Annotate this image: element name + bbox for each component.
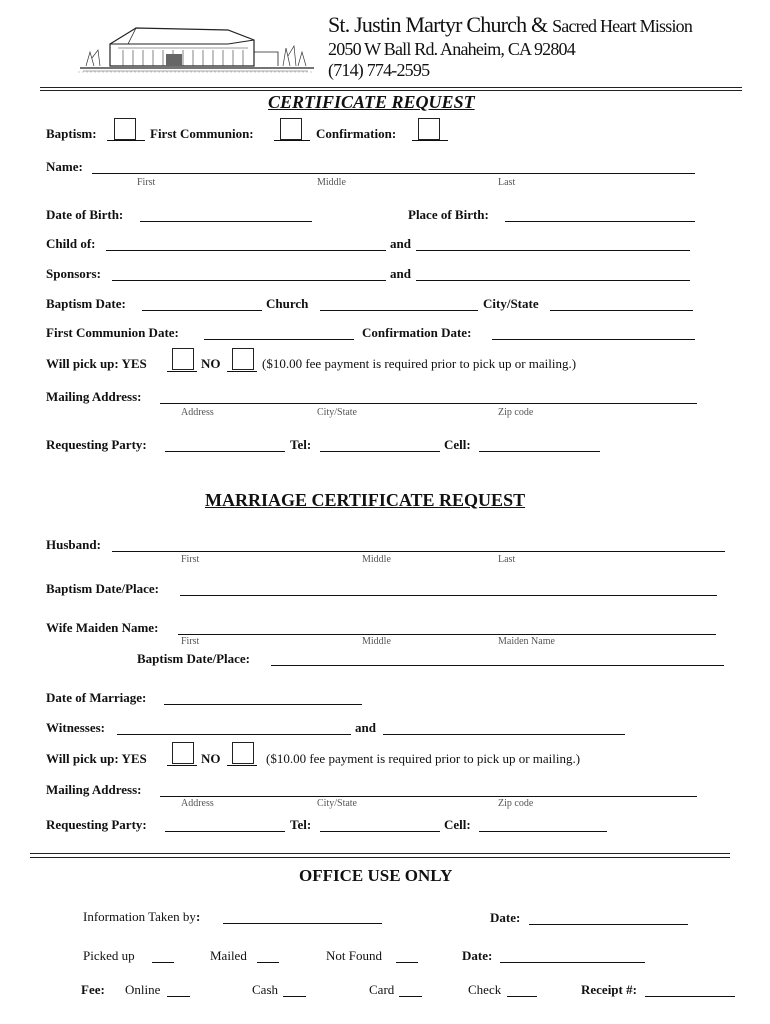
info-taken-colon: : — [195, 909, 201, 924]
not-found-field[interactable] — [396, 962, 418, 963]
certificate-request-title: CERTIFICATE REQUEST — [268, 92, 475, 112]
church-address: 2050 W Ball Rd. Anaheim, CA 92804 — [328, 39, 575, 59]
fee-note: ($10.00 fee payment is required prior to pick up or mailing.) — [262, 356, 577, 371]
office-divider — [30, 853, 730, 854]
requesting-party-label: Requesting Party: — [46, 437, 147, 452]
picked-up-label: Picked up — [83, 948, 135, 963]
not-found-label: Not Found — [326, 948, 382, 963]
marriage-pickup-yes-checkbox[interactable] — [172, 742, 194, 764]
conf-date-label: Confirmation Date: — [362, 325, 472, 340]
church-phone: (714) 774-2595 — [328, 60, 430, 80]
marriage-cell-field[interactable] — [479, 831, 607, 832]
address-hint: Address — [181, 407, 214, 418]
office-date-field[interactable] — [529, 924, 688, 925]
name-middle-hint: Middle — [317, 177, 346, 188]
sponsors-and: and — [390, 266, 411, 281]
marriage-request-title: MARRIAGE CERTIFICATE REQUEST — [205, 490, 526, 510]
mailed-field[interactable] — [257, 962, 279, 963]
witnesses-and: and — [355, 720, 376, 735]
wife-first-hint: First — [181, 636, 200, 647]
pickup-yes-checkbox[interactable] — [172, 348, 194, 370]
husband-middle-hint: Middle — [362, 554, 391, 565]
cash-label: Cash — [252, 982, 278, 997]
city-state-label: City/State — [483, 296, 539, 311]
name-field[interactable] — [92, 173, 695, 174]
wife-label: Wife Maiden Name: — [46, 620, 159, 635]
marriage-city-hint: City/State — [317, 798, 357, 809]
receipt-field[interactable] — [645, 996, 735, 997]
first-communion-checkbox[interactable] — [280, 118, 302, 140]
marriage-requesting-field[interactable] — [165, 831, 285, 832]
info-taken-label: Information Taken by — [83, 909, 196, 924]
wife-baptism-label: Baptism Date/Place: — [137, 651, 251, 666]
parent2-field[interactable] — [416, 250, 690, 251]
cash-field[interactable] — [283, 996, 306, 997]
city-state-field[interactable] — [550, 310, 693, 311]
husband-first-hint: First — [181, 554, 200, 565]
name-last-hint: Last — [498, 177, 516, 188]
baptism-checkbox[interactable] — [114, 118, 136, 140]
header-divider — [40, 87, 742, 88]
picked-up-field[interactable] — [152, 962, 174, 963]
zip-hint: Zip code — [498, 407, 534, 418]
marriage-date-field[interactable] — [164, 704, 362, 705]
office-date2-field[interactable] — [500, 962, 645, 963]
header-divider-thin — [40, 90, 742, 91]
info-taken-field[interactable] — [223, 923, 382, 924]
confirmation-label: Confirmation: — [316, 126, 397, 141]
mailing-address-label: Mailing Address: — [46, 389, 142, 404]
cell-label: Cell: — [444, 437, 471, 452]
child-of-label: Child of: — [46, 236, 96, 251]
marriage-tel-label: Tel: — [290, 817, 312, 832]
online-field[interactable] — [167, 996, 190, 997]
wife-baptism-field[interactable] — [271, 665, 724, 666]
pob-field[interactable] — [505, 221, 695, 222]
receipt-label: Receipt #: — [581, 982, 637, 997]
first-communion-label: First Communion: — [150, 126, 254, 141]
marriage-pickup-yes-label: Will pick up: YES — [46, 751, 147, 766]
office-use-title: OFFICE USE ONLY — [299, 866, 453, 885]
husband-field[interactable] — [112, 551, 725, 552]
card-label: Card — [369, 982, 395, 997]
church-name: St. Justin Martyr Church & — [328, 12, 548, 37]
online-label: Online — [125, 982, 161, 997]
sponsor1-field[interactable] — [112, 280, 386, 281]
marriage-pickup-no-checkbox[interactable] — [232, 742, 254, 764]
marriage-mailing-field[interactable] — [160, 796, 697, 797]
wife-field[interactable] — [178, 634, 716, 635]
card-field[interactable] — [399, 996, 422, 997]
marriage-zip-hint: Zip code — [498, 798, 534, 809]
name-first-hint: First — [137, 177, 156, 188]
witness2-field[interactable] — [383, 734, 625, 735]
baptism-date-field[interactable] — [142, 310, 262, 311]
wife-middle-hint: Middle — [362, 636, 391, 647]
church-field[interactable] — [320, 310, 478, 311]
marriage-fee-note: ($10.00 fee payment is required prior to pick up or mailing.) — [266, 751, 581, 766]
pob-label: Place of Birth: — [408, 207, 489, 222]
fee-label: Fee: — [81, 982, 105, 997]
pickup-no-label: NO — [201, 356, 221, 371]
cell-field[interactable] — [479, 451, 600, 452]
dob-label: Date of Birth: — [46, 207, 124, 222]
office-date-label: Date: — [490, 910, 521, 925]
church-building-illustration — [78, 22, 316, 74]
baptism-label: Baptism: — [46, 126, 97, 141]
child-of-and: and — [390, 236, 411, 251]
marriage-pickup-no-label: NO — [201, 751, 221, 766]
check-label: Check — [468, 982, 502, 997]
confirmation-checkbox[interactable] — [418, 118, 440, 140]
office-date2-label: Date: — [462, 948, 493, 963]
fc-date-field[interactable] — [204, 339, 354, 340]
requesting-party-field[interactable] — [165, 451, 285, 452]
marriage-mailing-label: Mailing Address: — [46, 782, 142, 797]
baptism-date-label: Baptism Date: — [46, 296, 126, 311]
parent1-field[interactable] — [106, 250, 386, 251]
city-hint: City/State — [317, 407, 357, 418]
office-divider-second — [30, 857, 730, 858]
sponsor2-field[interactable] — [416, 280, 690, 281]
witness1-field[interactable] — [117, 734, 351, 735]
fc-date-label: First Communion Date: — [46, 325, 179, 340]
sponsors-label: Sponsors: — [46, 266, 101, 281]
tel-label: Tel: — [290, 437, 312, 452]
husband-baptism-field[interactable] — [180, 595, 717, 596]
pickup-no-checkbox[interactable] — [232, 348, 254, 370]
wife-maiden-hint: Maiden Name — [498, 636, 555, 647]
husband-last-hint: Last — [498, 554, 516, 565]
mailing-address-field[interactable] — [160, 403, 697, 404]
tel-field[interactable] — [320, 451, 440, 452]
husband-baptism-label: Baptism Date/Place: — [46, 581, 160, 596]
witnesses-label: Witnesses: — [46, 720, 105, 735]
marriage-address-hint: Address — [181, 798, 214, 809]
husband-label: Husband: — [46, 537, 101, 552]
pickup-yes-label: Will pick up: YES — [46, 356, 147, 371]
mailed-label: Mailed — [210, 948, 247, 963]
mission-name: Sacred Heart Mission — [552, 16, 693, 36]
conf-date-field[interactable] — [492, 339, 695, 340]
marriage-cell-label: Cell: — [444, 817, 471, 832]
marriage-tel-field[interactable] — [320, 831, 440, 832]
name-label: Name: — [46, 159, 83, 174]
church-label: Church — [266, 296, 309, 311]
dob-field[interactable] — [140, 221, 312, 222]
marriage-requesting-label: Requesting Party: — [46, 817, 147, 832]
marriage-date-label: Date of Marriage: — [46, 690, 147, 705]
check-field[interactable] — [507, 996, 537, 997]
